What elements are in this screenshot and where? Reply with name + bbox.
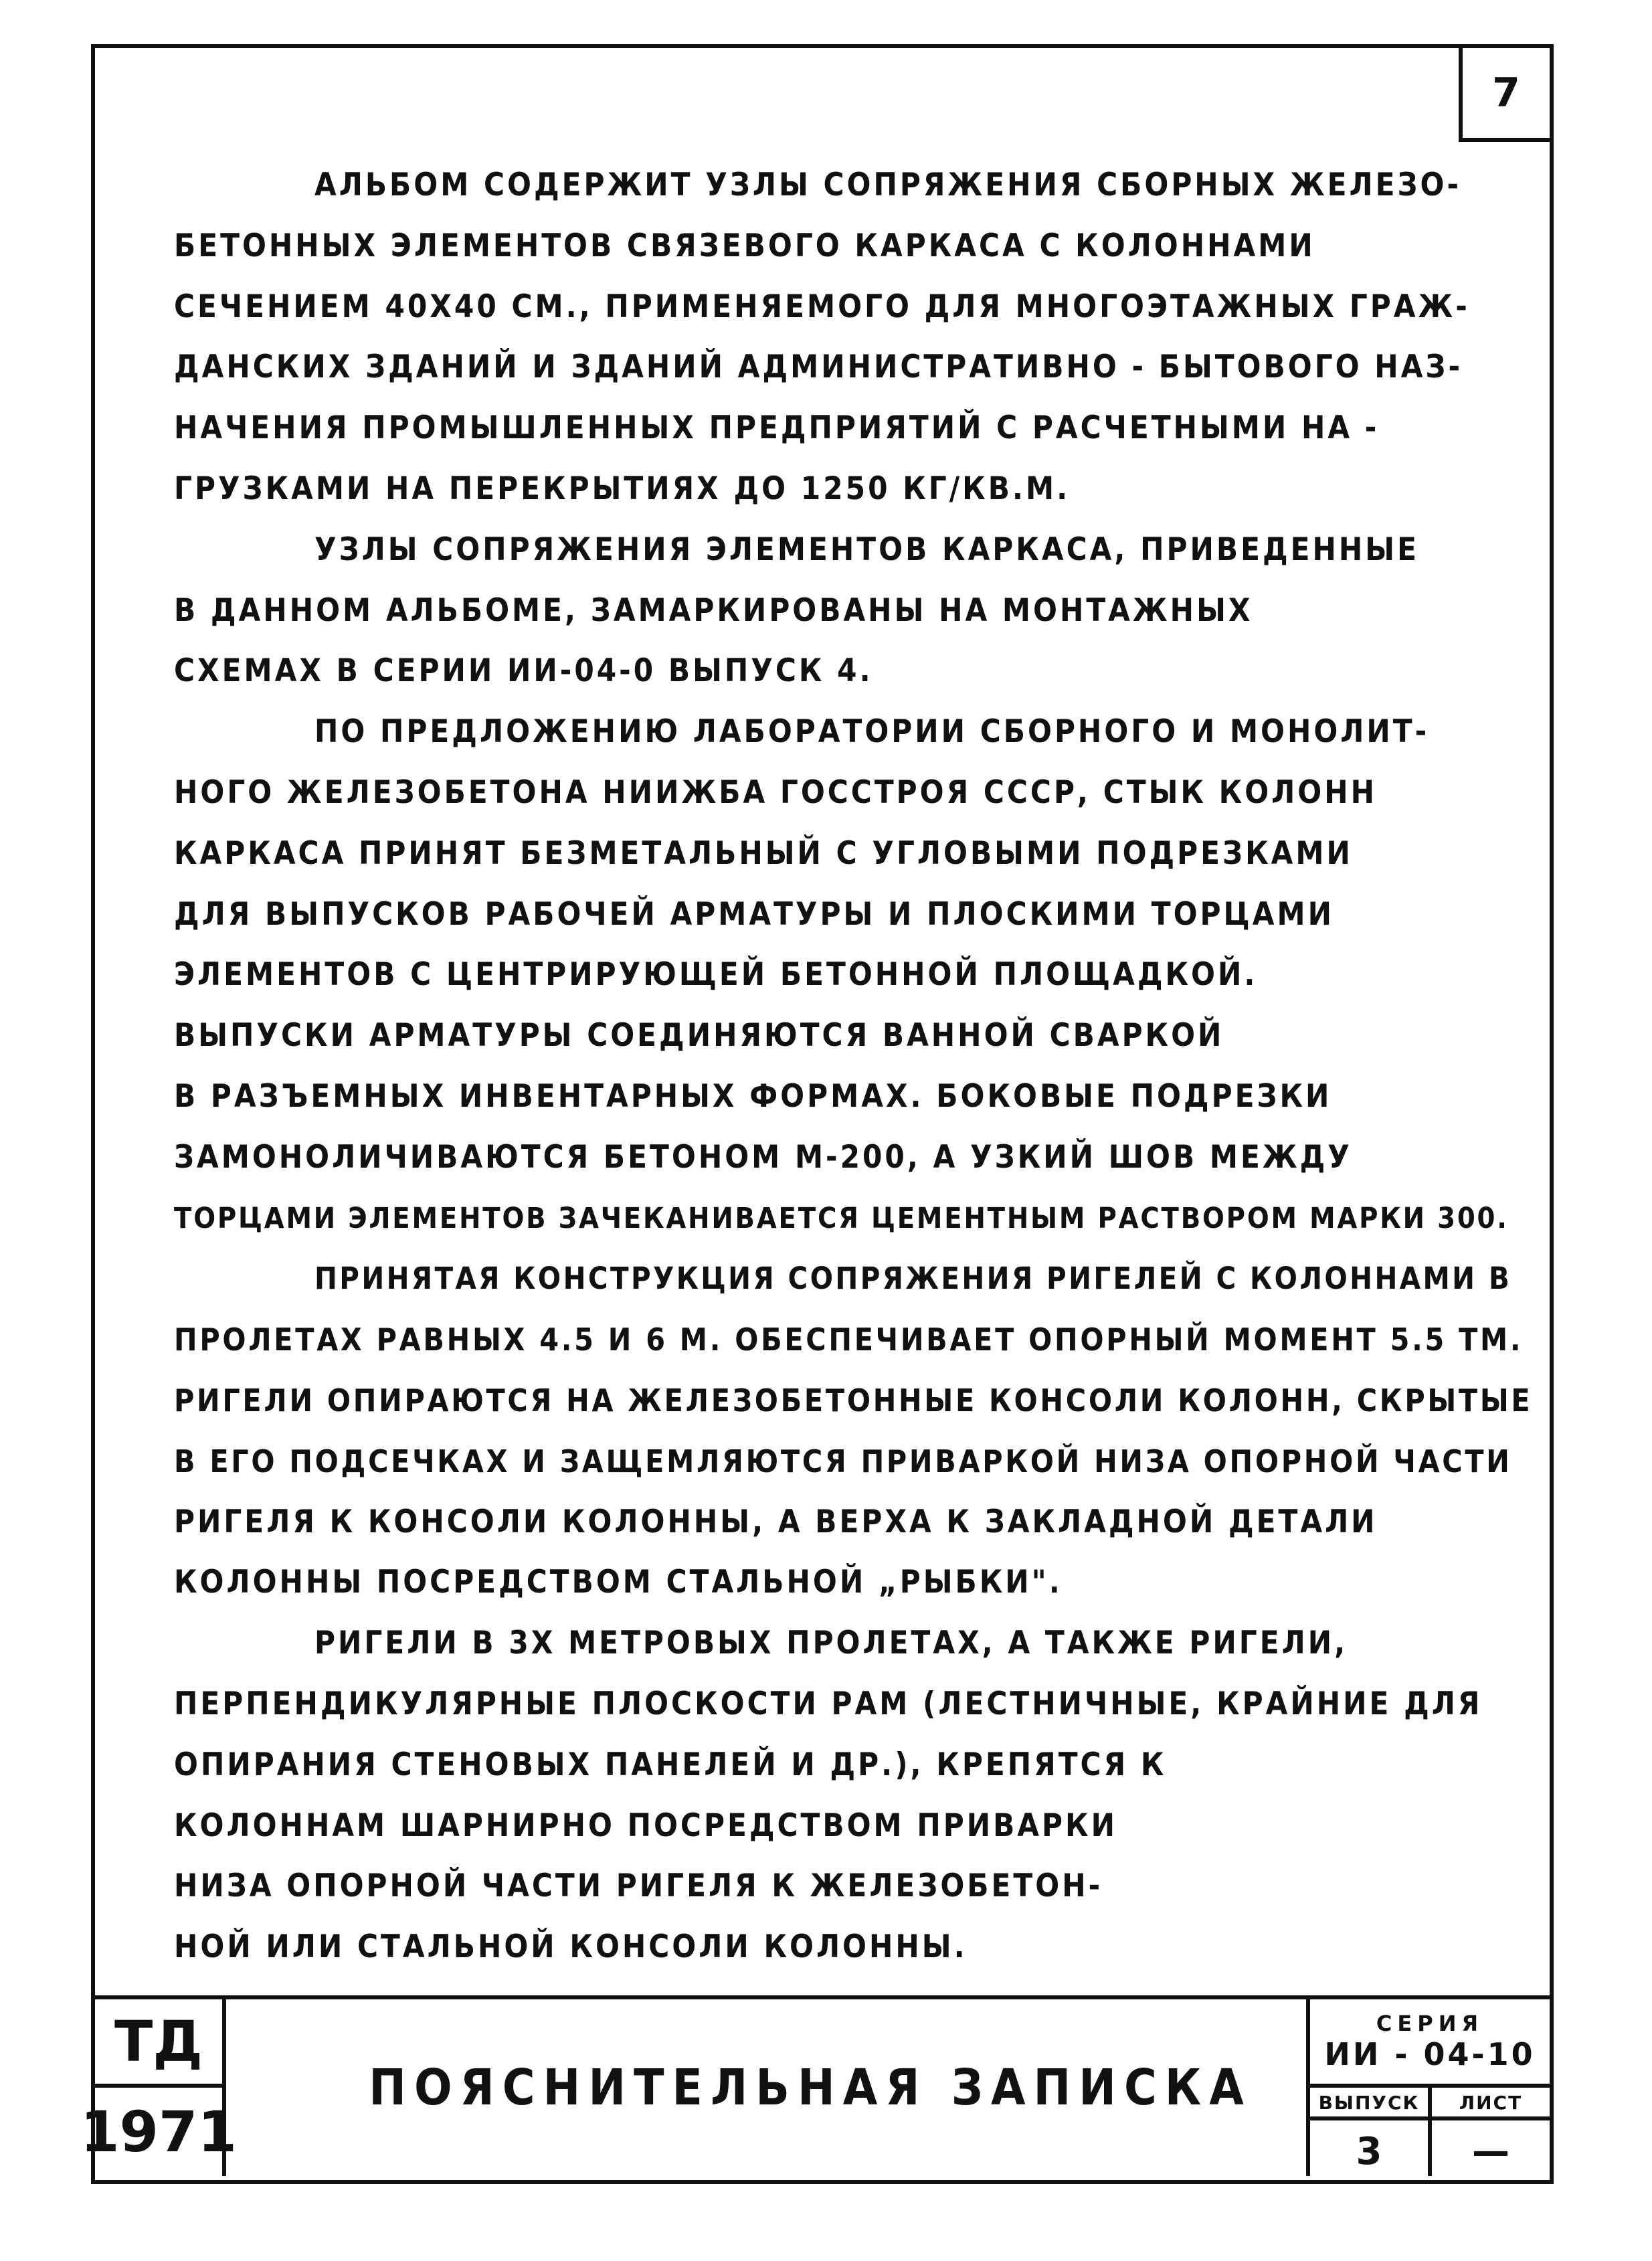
text-line: ГРУЗКАМИ НА ПЕРЕКРЫТИЯХ ДО 1250 КГ/КВ.М. [174,470,1071,507]
issue-label: ВЫПУСК [1310,2088,1428,2120]
text-line: ПО ПРЕДЛОЖЕНИЮ ЛАБОРАТОРИИ СБОРНОГО И МОНОЛИТ- [314,713,1430,751]
series-value: ИИ - 04-10 [1324,2036,1536,2072]
sheet-cell [1428,2088,1550,2176]
title-block [80,1995,1550,2180]
text-line: ЭЛЕМЕНТОВ С ЦЕНТРИРУЮЩЕЙ БЕТОННОЙ ПЛОЩАДКОЙ. [174,956,1258,994]
text-line: РИГЕЛИ ОПИРАЮТСЯ НА ЖЕЛЕЗОБЕТОННЫЕ КОНСОЛИ КОЛОНН, СКРЫТЫЕ [174,1382,1533,1419]
text-line: НИЗА ОПОРНОЙ ЧАСТИ РИГЕЛЯ К ЖЕЛЕЗОБЕТОН- [174,1868,1103,1905]
text-line: ОПИРАНИЯ СТЕНОВЫХ ПАНЕЛЕЙ И ДР.), КРЕПЯТСЯ К [174,1746,1167,1783]
text-line: ТОРЦАМИ ЭЛЕМЕНТОВ ЗАЧЕКАНИВАЕТСЯ ЦЕМЕНТНЫМ РАСТВОРОМ МАРКИ 300. [174,1201,1509,1235]
text-line: КОЛОННАМ ШАРНИРНО ПОСРЕДСТВОМ ПРИВАРКИ [174,1807,1117,1844]
drawing-sheet [80,44,1554,2184]
text-line: НОЙ ИЛИ СТАЛЬНОЙ КОНСОЛИ КОЛОННЫ. [174,1928,968,1966]
stamp-code: ТД [95,1999,222,2088]
text-line: ДЛЯ ВЫПУСКОВ РАБОЧЕЙ АРМАТУРЫ И ПЛОСКИМИ ТОРЦАМИ [174,895,1334,933]
text-line: ВЫПУСКИ АРМАТУРЫ СОЕДИНЯЮТСЯ ВАННОЙ СВАРКОЙ [174,1017,1224,1055]
text-line: СХЕМАХ В СЕРИИ ИИ-04-0 ВЫПУСК 4. [174,652,873,690]
page-number: 7 [1459,48,1550,142]
text-line: ДАНСКИХ ЗДАНИЙ И ЗДАНИЙ АДМИНИСТРАТИВНО - БЫТОВОГО НАЗ- [174,349,1463,386]
sheet-label: ЛИСТ [1432,2088,1550,2120]
text-line: В РАЗЪЕМНЫХ ИНВЕНТАРНЫХ ФОРМАХ. БОКОВЫЕ ПОДРЕЗКИ [174,1077,1332,1115]
text-line: В ЕГО ПОДСЕЧКАХ И ЗАЩЕМЛЯЮТСЯ ПРИВАРКОЙ НИЗА ОПОРНОЙ ЧАСТИ [174,1443,1512,1479]
text-line: ЗАМОНОЛИЧИВАЮТСЯ БЕТОНОМ М-200, А УЗКИЙ ШОВ МЕЖДУ [174,1138,1352,1176]
stamp-year: 1971 [80,2099,237,2165]
text-line: НОГО ЖЕЛЕЗОБЕТОНА НИИЖБА ГОССТРОЯ СССР, СТЫК КОЛОНН [174,774,1377,811]
issue-value: 3 [1356,2130,1382,2173]
document-title: ПОЯСНИТЕЛЬНАЯ ЗАПИСКА [369,2059,1252,2116]
text-line: УЗЛЫ СОПРЯЖЕНИЯ ЭЛЕМЕНТОВ КАРКАСА, ПРИВЕДЕННЫЕ [314,531,1420,568]
stamp-cell [80,1999,237,2176]
series-cell [1306,1999,1550,2176]
text-line: АЛЬБОМ СОДЕРЖИТ УЗЛЫ СОПРЯЖЕНИЯ СБОРНЫХ ЖЕЛЕЗО- [314,167,1462,203]
series-label: СЕРИЯ [1376,2011,1484,2036]
text-line: РИГЕЛЯ К КОНСОЛИ КОЛОННЫ, А ВЕРХА К ЗАКЛАДНОЙ ДЕТАЛИ [174,1503,1378,1540]
text-line: НАЧЕНИЯ ПРОМЫШЛЕННЫХ ПРЕДПРИЯТИЙ С РАСЧЕТНЫМИ НА - [174,410,1380,447]
sheet-value: — [1472,2130,1509,2173]
issue-cell [1310,2088,1428,2176]
text-line: КОЛОННЫ ПОСРЕДСТВОМ СТАЛЬНОЙ „РЫБКИ". [174,1564,1063,1601]
text-line: БЕТОННЫХ ЭЛЕМЕНТОВ СВЯЗЕВОГО КАРКАСА С КОЛОННАМИ [174,227,1315,264]
text-line: ПРОЛЕТАХ РАВНЫХ 4.5 И 6 М. ОБЕСПЕЧИВАЕТ ОПОРНЫЙ МОМЕНТ 5.5 ТМ. [174,1322,1524,1358]
text-line: ПРИНЯТАЯ КОНСТРУКЦИЯ СОПРЯЖЕНИЯ РИГЕЛЕЙ С КОЛОННАМИ В [314,1261,1512,1297]
explanatory-text [174,155,1546,1978]
text-line: В ДАННОМ АЛЬБОМЕ, ЗАМАРКИРОВАНЫ НА МОНТАЖНЫХ [174,592,1253,629]
text-line: СЕЧЕНИЕМ 40Х40 СМ., ПРИМЕНЯЕМОГО ДЛЯ МНОГОЭТАЖНЫХ ГРАЖ- [174,288,1470,325]
text-line: КАРКАСА ПРИНЯТ БЕЗМЕТАЛЬНЫЙ С УГЛОВЫМИ ПОДРЕЗКАМИ [174,834,1353,872]
text-line: ПЕРПЕНДИКУЛЯРНЫЕ ПЛОСКОСТИ РАМ (ЛЕСТНИЧНЫЕ, КРАЙНИЕ ДЛЯ [174,1685,1483,1722]
text-line: РИГЕЛИ В 3Х МЕТРОВЫХ ПРОЛЕТАХ, А ТАКЖЕ РИГЕЛИ, [314,1625,1348,1662]
